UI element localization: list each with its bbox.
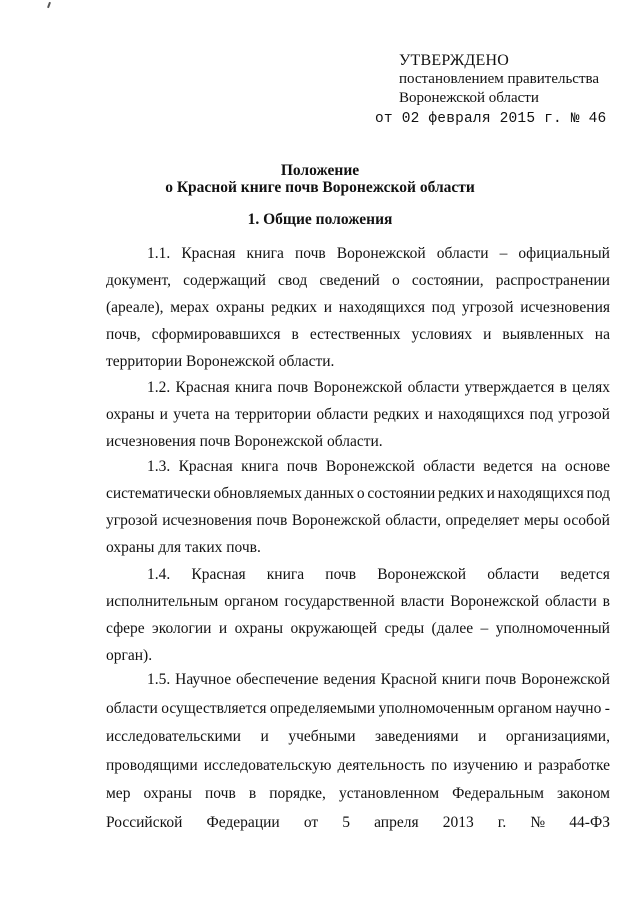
- word: документ,: [106, 272, 171, 289]
- word: официальный: [518, 245, 610, 262]
- approval-block: [375, 51, 607, 127]
- word: апреля: [374, 813, 419, 831]
- word: в: [559, 379, 567, 396]
- paragraph-1-4: [106, 561, 610, 669]
- word: мер: [106, 785, 131, 802]
- paragraph-line: [106, 480, 610, 507]
- word: на: [541, 458, 557, 475]
- word: от: [303, 813, 319, 831]
- word: и: [159, 406, 168, 423]
- word: почв: [485, 671, 517, 688]
- word: г.: [497, 813, 507, 831]
- word: Воронежской: [450, 593, 540, 610]
- paragraph-1-5: [106, 666, 610, 837]
- word: порядке,: [269, 785, 326, 802]
- word: Воронежской: [377, 566, 467, 583]
- word: под: [529, 406, 554, 423]
- word: данных: [304, 485, 355, 502]
- word: почв: [294, 245, 326, 262]
- word: 1.4.: [147, 566, 171, 583]
- word: -: [604, 699, 610, 717]
- word: учета: [173, 406, 210, 423]
- word: состоянии: [367, 485, 436, 502]
- word: изучению: [453, 756, 518, 774]
- word: обеспечение: [235, 671, 319, 688]
- word: исчезновения: [162, 512, 252, 529]
- word: определяемыми: [269, 699, 376, 717]
- word: почв: [205, 785, 236, 802]
- approval-line-1: постановлением правительства: [399, 71, 600, 87]
- word: заведениями: [375, 728, 459, 745]
- word: –: [480, 620, 489, 637]
- word: деятельность: [337, 756, 426, 774]
- word: 5: [342, 813, 350, 831]
- word: в: [248, 785, 257, 802]
- word: находящихся: [338, 299, 425, 316]
- word: распространении: [495, 272, 610, 289]
- word: угрозой: [106, 512, 158, 529]
- word: Красная: [191, 566, 246, 583]
- word: выявленных: [502, 326, 584, 343]
- word: и: [218, 620, 228, 637]
- word: Федеральным: [452, 785, 544, 802]
- word: и: [523, 756, 533, 774]
- word: учебными: [288, 728, 356, 745]
- word: области: [407, 379, 460, 396]
- paragraph-1-3: [106, 453, 610, 561]
- word: сфере: [106, 620, 145, 637]
- word: целях: [572, 379, 610, 396]
- word: угрозой: [558, 406, 610, 423]
- word: области: [423, 458, 475, 475]
- approval-title: УТВЕРЖДЕНО: [399, 52, 510, 69]
- paragraph-line: территории Воронежской области.: [106, 353, 335, 370]
- word: 1.5.: [147, 671, 171, 688]
- section-title: 1. Общие положения: [247, 211, 393, 228]
- word: под: [431, 299, 456, 316]
- word: систематически: [106, 485, 211, 502]
- paragraph-line: [106, 401, 610, 428]
- word: под: [586, 485, 610, 502]
- word: экологии: [152, 620, 212, 637]
- word: на: [214, 406, 230, 423]
- paragraph-1-2: [106, 374, 610, 455]
- paragraph-line: [106, 723, 610, 752]
- paragraph-line: [106, 507, 610, 534]
- paragraph-line: охраны для таких почв.: [106, 539, 261, 556]
- word: окружающей: [290, 620, 378, 637]
- paragraph-line: [106, 453, 610, 480]
- word: по: [431, 756, 448, 774]
- word: осуществляется: [161, 699, 267, 717]
- word: Воронежской: [336, 245, 426, 262]
- approval-line-2: Воронежской области: [399, 90, 539, 106]
- word: обновляемых: [213, 485, 302, 502]
- word: установленном: [338, 785, 440, 802]
- word: Красная: [178, 458, 233, 475]
- word: законом: [556, 785, 610, 802]
- word: исследовательскими: [106, 728, 241, 745]
- word: (ареале),: [106, 299, 164, 316]
- word: власти: [400, 593, 445, 610]
- word: угрозой: [461, 299, 514, 316]
- word: ведется: [483, 458, 533, 475]
- word: ведется: [560, 566, 610, 583]
- word: охраны: [106, 406, 155, 423]
- word: мерах: [170, 299, 210, 316]
- word: Воронежской: [291, 512, 381, 529]
- word: почв,: [106, 326, 141, 343]
- word: Воронежской: [325, 458, 415, 475]
- paragraph-line: [106, 615, 610, 642]
- word: Воронежской: [313, 379, 403, 396]
- word: сведений: [319, 272, 380, 289]
- word: уполномоченный: [495, 620, 610, 637]
- word: области: [487, 566, 540, 583]
- paragraph-line: [106, 321, 610, 348]
- document-title-line-1: Положение: [280, 162, 360, 179]
- word: находящихся: [438, 406, 525, 423]
- word: области,: [385, 512, 441, 529]
- word: №: [530, 813, 546, 831]
- word: (далее: [431, 620, 474, 637]
- word: утверждается: [464, 379, 555, 396]
- approval-date: от 02 февраля 2015 г. № 46: [375, 111, 607, 127]
- word: и: [424, 406, 433, 423]
- word: редких: [271, 299, 318, 316]
- word: и: [486, 485, 495, 502]
- word: области: [544, 593, 597, 610]
- word: сформировавшихся: [151, 326, 281, 343]
- word: ведения: [323, 671, 376, 688]
- word: книга: [266, 566, 305, 583]
- paragraph-1-1: [106, 240, 610, 375]
- word: области: [106, 699, 158, 717]
- word: 1.3.: [147, 458, 171, 475]
- word: почв: [256, 512, 288, 529]
- word: находящихся: [497, 485, 584, 502]
- word: охраны: [234, 620, 284, 637]
- paragraph-line: [106, 374, 610, 401]
- word: Красной: [380, 671, 437, 688]
- word: уполномоченным: [378, 699, 495, 717]
- word: и: [323, 299, 333, 316]
- paragraph-line: [106, 240, 610, 267]
- word: органом: [497, 699, 552, 717]
- word: органом: [224, 593, 279, 610]
- word: особой: [563, 512, 610, 529]
- word: исчезновения: [520, 299, 610, 316]
- word: разработке: [538, 756, 610, 774]
- word: научно: [555, 699, 602, 717]
- word: свод: [278, 272, 308, 289]
- word: территории: [235, 406, 312, 423]
- word: организациями,: [505, 728, 610, 745]
- word: Российской: [106, 813, 183, 831]
- word: и: [260, 728, 269, 745]
- word: Красная: [175, 379, 230, 396]
- word: определяет: [445, 512, 520, 529]
- word: редких: [437, 485, 484, 502]
- word: на: [594, 326, 610, 343]
- word: области: [316, 406, 369, 423]
- word: охраны: [216, 299, 265, 316]
- document-title-line-2: о Красной книге почв Воронежской области: [165, 179, 475, 196]
- paragraph-line: [106, 695, 610, 724]
- word: охраны: [143, 785, 192, 802]
- paragraph-line: [106, 561, 610, 588]
- word: среды: [384, 620, 425, 637]
- word: содержащий: [183, 272, 266, 289]
- word: Федерации: [206, 813, 280, 831]
- word: состоянии,: [411, 272, 484, 289]
- word: основе: [564, 458, 610, 475]
- word: почв: [277, 379, 309, 396]
- paragraph-line: [106, 294, 610, 321]
- word: исследовательскую: [203, 756, 332, 774]
- paragraph-line: [106, 588, 610, 615]
- word: проводящими: [106, 756, 198, 774]
- word: государственной: [284, 593, 395, 610]
- paragraph-line: [106, 809, 610, 838]
- paragraph-line: [106, 780, 610, 809]
- word: и: [478, 728, 487, 745]
- word: области: [436, 245, 489, 262]
- word: 2013: [442, 813, 474, 831]
- paragraph-line: исчезновения почв Воронежской области.: [106, 433, 383, 450]
- word: книга: [241, 458, 279, 475]
- word: Красная: [181, 245, 236, 262]
- paragraph-line: [106, 267, 610, 294]
- paragraph-line: орган).: [106, 647, 153, 664]
- word: редких: [373, 406, 420, 423]
- word: –: [499, 245, 508, 262]
- word: почв: [325, 566, 357, 583]
- word: и: [483, 326, 492, 343]
- word: условиях: [411, 326, 473, 343]
- word: о: [391, 272, 400, 289]
- word: меры: [523, 512, 559, 529]
- word: 1.2.: [147, 379, 171, 396]
- word: книги: [441, 671, 481, 688]
- word: 44-ФЗ: [569, 813, 610, 831]
- word: книга: [246, 245, 284, 262]
- word: Воронежской: [521, 671, 610, 688]
- paragraph-line: [106, 752, 610, 781]
- word: в: [291, 326, 299, 343]
- word: исполнительным: [106, 593, 219, 610]
- paragraph-line: [106, 666, 610, 695]
- scan-mark: [47, 2, 51, 8]
- word: книга: [234, 379, 273, 396]
- word: в: [602, 593, 610, 610]
- word: о: [356, 485, 365, 502]
- word: 1.1.: [147, 245, 171, 262]
- word: Научное: [175, 671, 232, 688]
- word: почв: [286, 458, 318, 475]
- word: естественных: [309, 326, 401, 343]
